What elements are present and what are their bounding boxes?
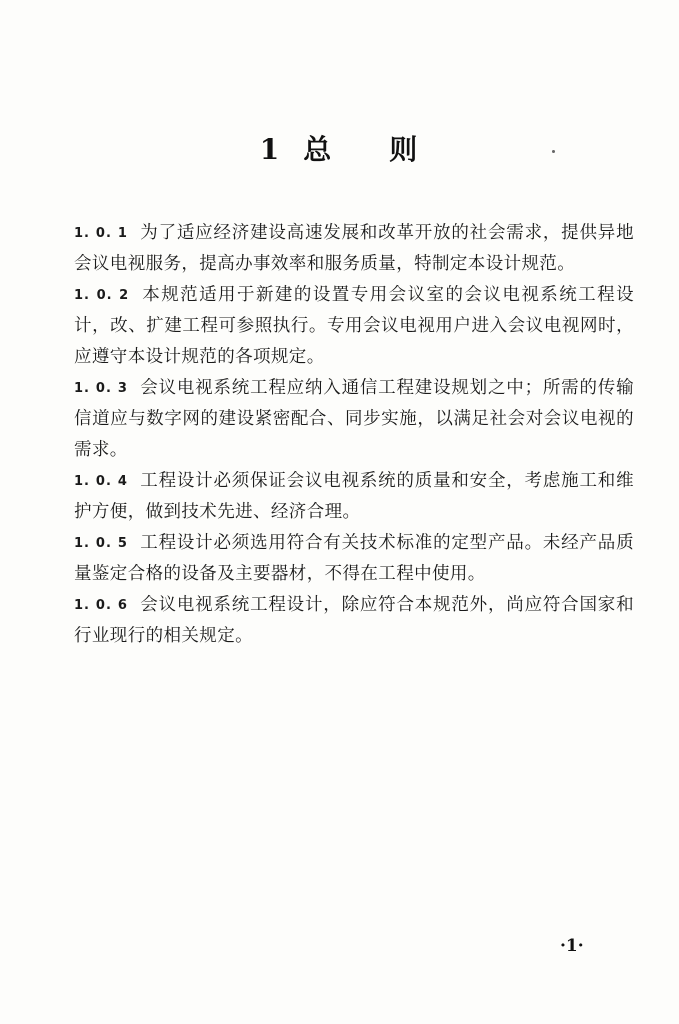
clause-text: 会议电视系统工程设计，除应符合本规范外，尚应符合国家和行业现行的相关规定。 (74, 595, 634, 646)
clause-number: 1. 0. 6 (74, 598, 128, 613)
clause-text: 本规范适用于新建的设置专用会议室的会议电视系统工程设计，改、扩建工程可参照执行。专用会议电视用户进入会议电视网时，应遵守本设计规范的各项规定。 (74, 285, 634, 367)
clause-number: 1. 0. 2 (74, 288, 130, 303)
clause-1-0-3 (74, 373, 634, 466)
clause-text: 工程设计必须选用符合有关技术标准的定型产品。未经产品质量鉴定合格的设备及主要器材，不得在工程中使用。 (74, 533, 634, 584)
clause-text: 工程设计必须保证会议电视系统的质量和安全，考虑施工和维护方便，做到技术先进、经济合理。 (74, 471, 634, 522)
clause-text: 会议电视系统工程应纳入通信工程建设规划之中；所需的传输信道应与数字网的建设紧密配合、同步实施，以满足社会对会议电视的需求。 (74, 378, 634, 460)
page-number: ·1· (560, 936, 584, 956)
clause-number: 1. 0. 4 (74, 474, 128, 489)
clause-list (74, 218, 634, 652)
clause-1-0-1 (74, 218, 634, 280)
chapter-title-part1: 总 (303, 133, 334, 166)
clause-1-0-5 (74, 528, 634, 590)
clause-number: 1. 0. 1 (74, 226, 128, 241)
chapter-number: 1 (259, 133, 282, 166)
clause-text: 为了适应经济建设高速发展和改革开放的社会需求，提供异地会议电视服务，提高办事效率和服务质量，特制定本设计规范。 (74, 223, 634, 274)
clause-number: 1. 0. 3 (74, 381, 128, 396)
clause-1-0-6 (74, 590, 634, 652)
chapter-title (0, 128, 679, 168)
chapter-title-part2: 则 (389, 133, 420, 166)
clause-1-0-2 (74, 280, 634, 373)
clause-number: 1. 0. 5 (74, 536, 128, 551)
clause-1-0-4 (74, 466, 634, 528)
